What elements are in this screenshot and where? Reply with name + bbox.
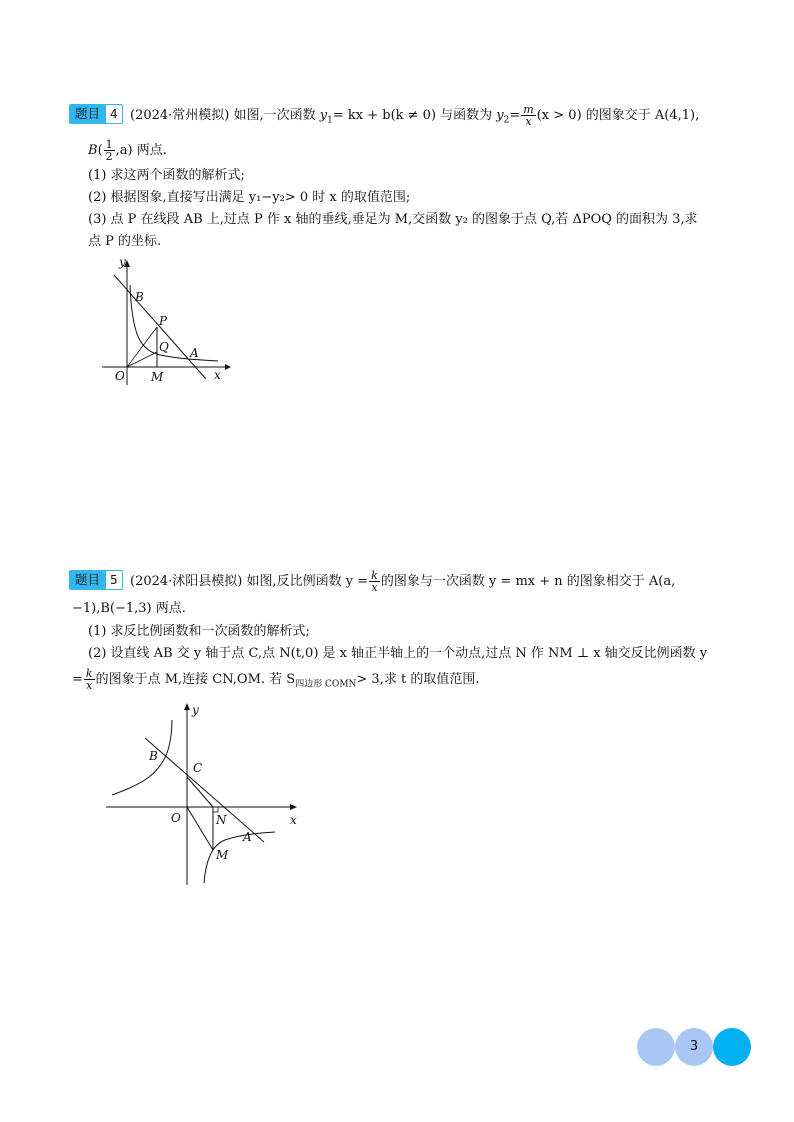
q4-label-a: A [190, 346, 199, 360]
page-number: 3 [689, 1039, 699, 1054]
q5-tag-number: 5 [106, 570, 123, 590]
q5-line-ab [145, 738, 264, 842]
q5-fraction-k-x-2: $\frac{k}{x}$ [85, 667, 93, 692]
q4-segment-op [127, 327, 157, 367]
q5-line1: (2024·沭阳县模拟) 如图,反比例函数 y = $\frac{k}{x}$ 的图象与一次函数 y = mx + n 的图象相交于 A(a, [130, 569, 676, 594]
q5-line2: −1),B(−1,3) 两点. [72, 601, 186, 616]
q4-label-q: Q [159, 340, 169, 354]
q4-label-o: O [115, 369, 125, 383]
q5-label-o: O [171, 811, 181, 825]
q4-label-y: y [119, 255, 126, 269]
q5-hyperbola-left [112, 720, 172, 795]
q5-x-arrow [290, 804, 297, 810]
q4-tag-label: 题目 [69, 104, 106, 124]
q5-label-a: A [243, 830, 252, 844]
q5-label-c: C [193, 761, 203, 775]
q4-item3-cont: 点 P 的坐标. [88, 234, 162, 249]
q5-label-b: B [149, 749, 158, 763]
q5-label-m: M [216, 848, 229, 862]
q5-label-n: N [216, 813, 227, 827]
q4-label-m: M [151, 370, 164, 384]
q4-label-b: B [135, 290, 144, 304]
q5-item2: (2) 设直线 AB 交 y 轴于点 C,点 N(t,0) 是 x 轴正半轴上的一个动点,过点 N 作 NM ⊥ x 轴交反比例函数 y [88, 646, 708, 661]
q4-figure [100, 255, 235, 385]
pager-dot-left [637, 1028, 675, 1066]
q5-figure [100, 700, 310, 890]
q4-tag-number: 4 [106, 104, 123, 124]
q5-item2-cont: = $\frac{k}{x}$ 的图象于点 M,连接 CN,OM. 若 $S_{四边形 COMN}> 3$,求 t 的取值范围. [72, 667, 480, 692]
q4-item2: (2) 根据图象,直接写出满足 y₁−y₂> 0 时 x 的取值范围; [88, 190, 411, 205]
q4-label-x: x [214, 368, 221, 382]
q5-right-angle-mark [213, 807, 218, 812]
q4-label-p: P [159, 314, 168, 328]
q4-item1: (1) 求这两个函数的解析式; [88, 168, 245, 183]
q5-segment-om [187, 807, 213, 850]
q4-line1: (2024·常州模拟) 如图,一次函数 $y_1=$ kx + b(k ≠ 0) 与函数为 $y_2=$ $\frac{m}{x}$ (x > 0) 的图象交于 A(4,1), [130, 103, 700, 128]
q4-line2: B( $\frac{1}{2}$ ,a) 两点. [88, 138, 167, 163]
q4-fraction-half: $\frac{1}{2}$ [105, 138, 113, 163]
q5-hyperbola-right [204, 832, 275, 883]
q5-y-arrow [184, 703, 190, 710]
pager-dot-right [713, 1028, 751, 1066]
q5-fraction-k-x: $\frac{k}{x}$ [371, 569, 378, 594]
q4-segment-oq [127, 352, 157, 367]
q5-tag-label: 题目 [69, 570, 106, 590]
q5-item1: (1) 求反比例函数和一次函数的解析式; [88, 624, 310, 639]
page-number-badge [637, 1028, 751, 1068]
q4-tag [69, 104, 123, 124]
q4-item3: (3) 点 P 在线段 AB 上,过点 P 作 x 轴的垂线,垂足为 M,交函数 y₂ 的图象于点 Q,若 ΔPOQ 的面积为 3,求 [88, 212, 698, 227]
q4-x-arrow [225, 364, 231, 370]
q5-segment-cn [187, 777, 213, 807]
q5-tag [69, 570, 123, 590]
q5-label-y: y [192, 703, 199, 717]
q5-label-x: x [290, 813, 297, 827]
q4-fraction-m-x: $\frac{m}{x}$ [523, 103, 534, 128]
